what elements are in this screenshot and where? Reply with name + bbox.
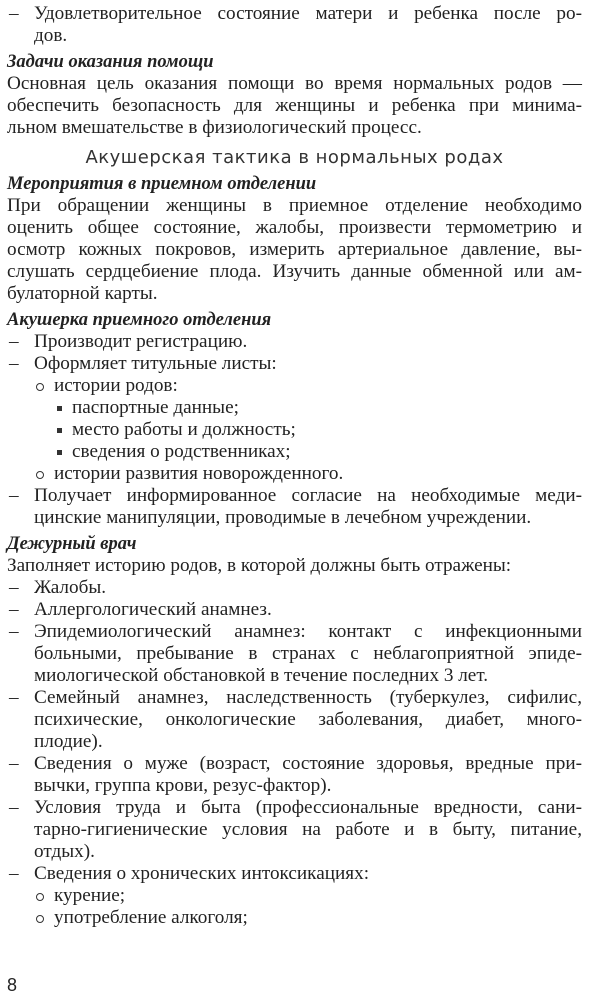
midwife-heading: Акушерка приемного отделения [7, 310, 272, 330]
list-item: – Семейный анамнез, наследственность (туберкулез, сифилис, [9, 687, 582, 708]
dash-marker: – [9, 331, 19, 352]
square-bullet-icon [57, 428, 62, 433]
paragraph-line: льном вмешательстве в физиологический процесс. [7, 117, 422, 138]
doctor-heading: Дежурный врач [7, 534, 137, 554]
list-item: – Аллергологический анамнез. [9, 599, 272, 620]
list-item-continuation: вычки, группа крови, резус-фактор). [34, 775, 332, 796]
tasks-heading: Задачи оказания помощи [7, 52, 214, 72]
list-item-continuation: тарно-гигиенические условия на работе и в быту, питание, [34, 819, 582, 840]
list-item: – Сведения о хронических интоксикациях: [9, 863, 370, 884]
page-content [7, 0, 582, 929]
list-item: – Производит регистрацию. [9, 331, 248, 352]
circle-bullet-icon [36, 915, 44, 923]
list-item: – Удовлетворительное состояние матери и ребенка после ро- [9, 3, 582, 24]
list-item-continuation: дов. [34, 25, 68, 46]
page-number: 8 [7, 975, 18, 995]
paragraph-line: Основная цель оказания помощи во время нормальных родов — [7, 73, 582, 94]
square-bullet-icon [57, 406, 62, 411]
sub-list-item: употребление алкоголя; [7, 907, 582, 929]
paragraph-line: слушать сердцебиение плода. Изучить данные обменной или ам- [7, 261, 582, 282]
sub-list-item: курение; [7, 885, 582, 907]
dash-marker: – [9, 621, 19, 642]
section-title: Акушерская тактика в нормальных родах [85, 147, 504, 168]
paragraph-line: осмотр кожных покровов, измерить артериальное давление, вы- [7, 239, 582, 260]
sub-list-item: истории развития новорожденного. [7, 463, 582, 485]
sub-sub-list-item: паспортные данные; [7, 397, 582, 419]
circle-bullet-icon [36, 893, 44, 901]
dash-marker: – [9, 485, 19, 506]
sub-sub-list-item: место работы и должность; [7, 419, 582, 441]
dash-marker: – [9, 797, 19, 818]
list-item: – Сведения о муже (возраст, состояние здоровья, вредные при- [9, 753, 582, 774]
circle-bullet-icon [36, 471, 44, 479]
paragraph-line: обеспечить безопасность для женщины и ребенка при минима- [7, 95, 582, 116]
list-item: – Жалобы. [9, 577, 107, 598]
dash-marker: – [9, 863, 19, 884]
dash-marker: – [9, 577, 19, 598]
list-item: – Эпидемиологический анамнез: контакт с инфекционными [9, 621, 582, 642]
list-item-continuation: больными, пребывание в странах с неблагоприятной эпиде- [34, 643, 582, 664]
dash-marker: – [9, 753, 19, 774]
admission-heading: Мероприятия в приемном отделении [7, 174, 317, 194]
list-item-continuation: плодие). [34, 731, 103, 752]
circle-bullet-icon [36, 383, 44, 391]
dash-marker: – [9, 3, 19, 24]
square-bullet-icon [57, 450, 62, 455]
list-item-continuation: цинские манипуляции, проводимые в лечебном учреждении. [34, 507, 532, 528]
paragraph-line: Заполняет историю родов, в которой должны быть отражены: [7, 555, 512, 576]
sub-list-item: истории родов: [7, 375, 582, 397]
list-item-continuation: миологической обстановкой в течение последних 3 лет. [34, 665, 489, 686]
list-item-continuation: психические, онкологические заболевания, диабет, много- [34, 709, 582, 730]
list-item: – Условия труда и быта (профессиональные вредности, сани- [9, 797, 582, 818]
list-item-continuation: отдых). [34, 841, 95, 862]
paragraph-line: При обращении женщины в приемное отделение необходимо [7, 195, 582, 216]
paragraph-line: оценить общее состояние, жалобы, произвести термометрию и [7, 217, 582, 238]
paragraph-line: булаторной карты. [7, 283, 158, 304]
list-item: – Оформляет титульные листы: [9, 353, 277, 374]
dash-marker: – [9, 599, 19, 620]
sub-sub-list-item: сведения о родственниках; [7, 441, 582, 463]
list-item: – Получает информированное согласие на необходимые меди- [9, 485, 582, 506]
dash-marker: – [9, 687, 19, 708]
dash-marker: – [9, 353, 19, 374]
